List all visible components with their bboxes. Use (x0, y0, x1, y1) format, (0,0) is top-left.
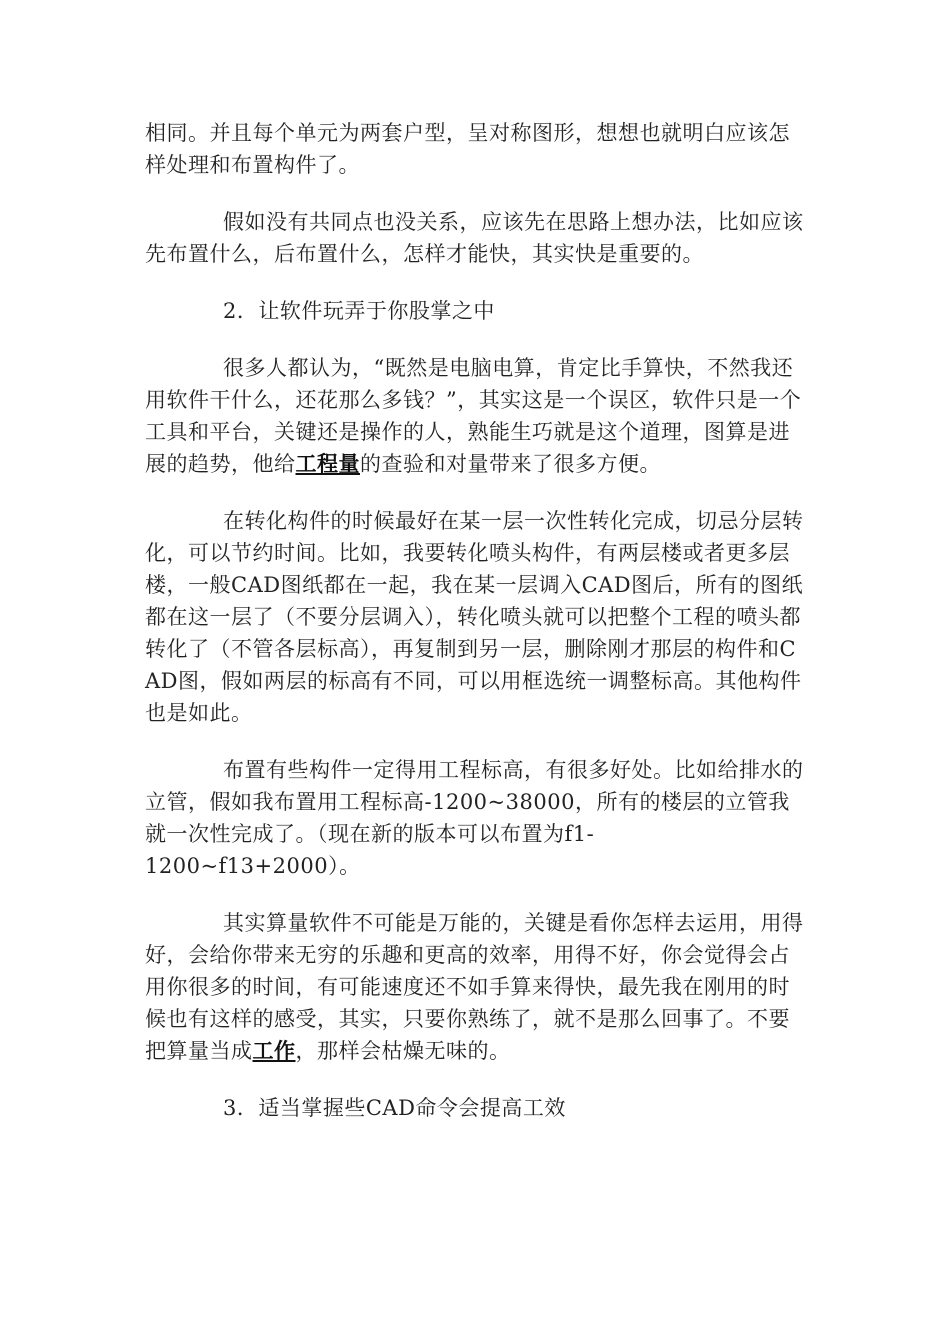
paragraph-6 (145, 907, 805, 1067)
link-gongchengliang[interactable]: 工程量 (295, 451, 360, 476)
paragraph-6-text-b: ，那样会枯燥无味的。 (295, 1039, 511, 1063)
paragraph-3-text-b: 的查验和对量带来了很多方便。 (360, 452, 661, 476)
section-heading-2: 2．让软件玩弄于你股掌之中 (223, 299, 495, 323)
paragraph-4: 在转化构件的时候最好在某一层一次性转化完成，切忌分层转化，可以节约时间。比如，我要转化喷头构件，有两层楼或者更多层楼，一般CAD图纸都在一起，我在某一层调入CAD图后，所有的图纸都在这一层了（不要分层调入），转化喷头就可以把整个工程的喷头都转化了（不管各层标高），再复制到另一层，删除刚才那层的构件和CAD图，假如两层的标高有不同，可以用框选统一调整标高。其他构件也是如此。 (145, 509, 804, 725)
section-heading-3: 3．适当掌握些CAD命令会提高工效 (223, 1096, 566, 1120)
document-body (145, 117, 805, 1149)
paragraph-3-text-a: 很多人都认为，“既然是电脑电算，肯定比手算快，不然我还用软件干什么，还花那么多钱？”，其实这是一个误区，软件只是一个工具和平台，关键还是操作的人，熟能生巧就是这个道理，图算是进展的趋势，他给 (145, 356, 802, 476)
paragraph-6-text-a: 其实算量软件不可能是万能的，关键是看你怎样去运用，用得好，会给你带来无穷的乐趣和更高的效率，用得不好，你会觉得会占用你很多的时间，有可能速度还不如手算来得快，最先我在刚用的时候也有这样的感受，其实，只要你熟练了，就不是那么回事了。不要把算量当成 (145, 911, 804, 1063)
paragraph-5-text-a: 布置有些构件一定得用工程标高，有很多好处。比如给排水的立管，假如我布置用工程标高-1200~38000，所有的楼层的立管我就一次性完成了。（现在新的版本可以布置为f1- (145, 758, 804, 846)
paragraph-5-text-b: 1200~f13+2000）。 (145, 854, 361, 878)
paragraph-1: 相同。并且每个单元为两套户型，呈对称图形，想想也就明白应该怎样处理和布置构件了。 (145, 121, 790, 177)
paragraph-2: 假如没有共同点也没关系，应该先在思路上想办法，比如应该先布置什么，后布置什么，怎样才能快，其实快是重要的。 (145, 210, 804, 266)
paragraph-5 (145, 754, 805, 882)
link-gongzuo[interactable]: 工作 (252, 1038, 296, 1063)
paragraph-3 (145, 352, 805, 480)
